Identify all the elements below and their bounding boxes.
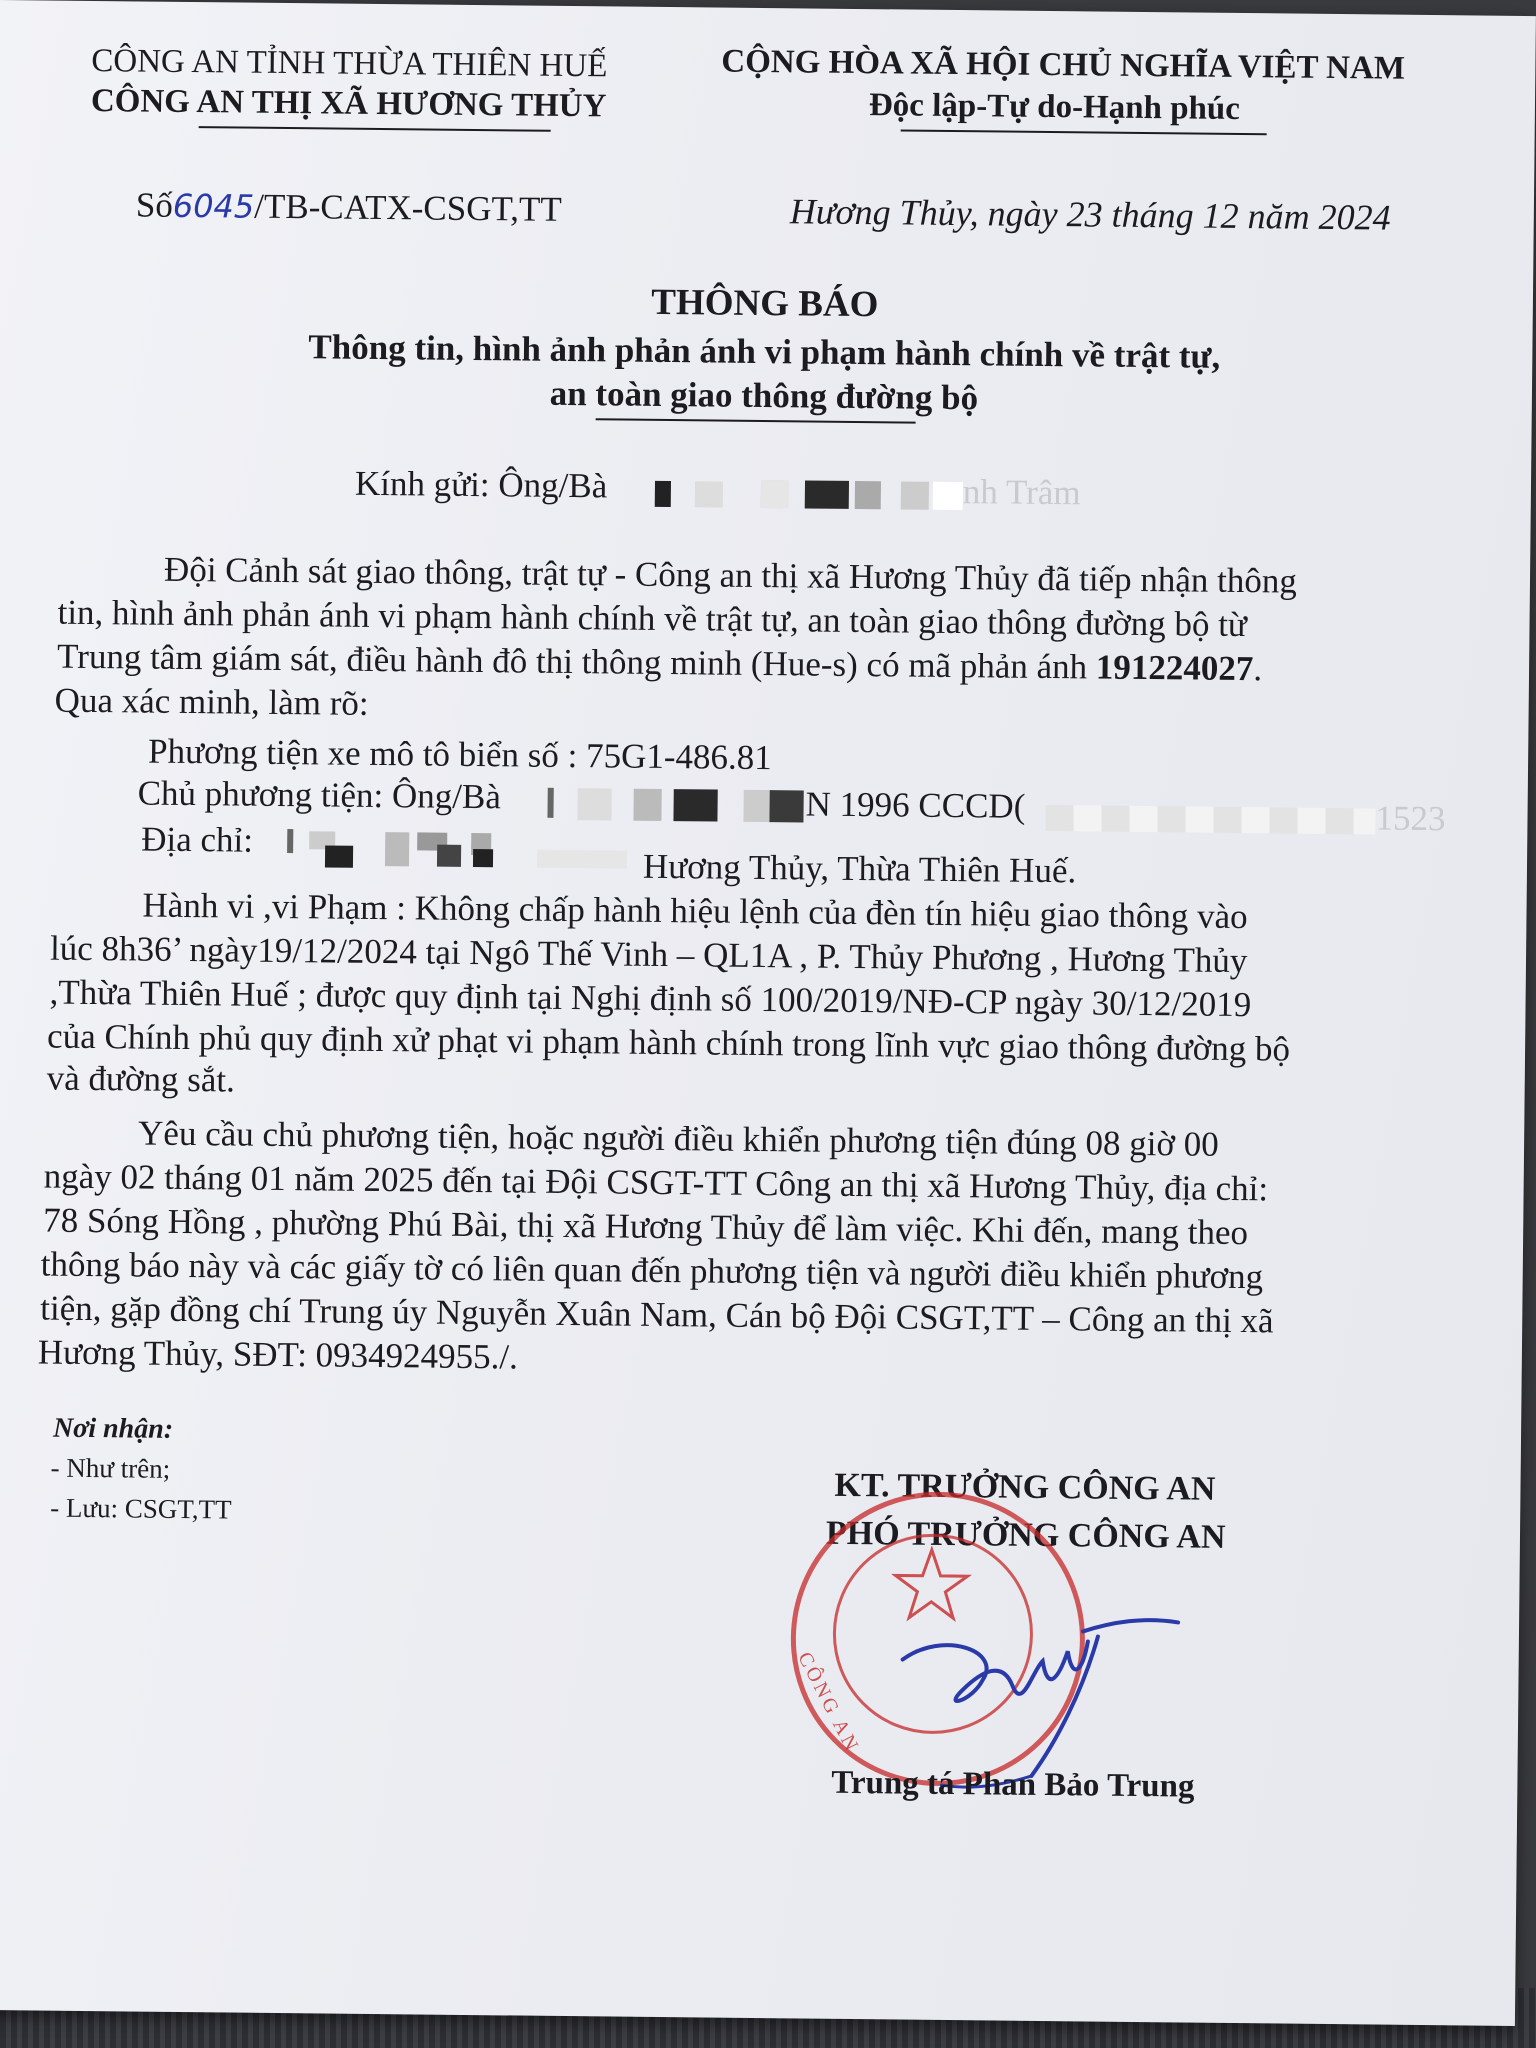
redacted-id (1045, 801, 1375, 838)
doc-number-suffix: /TB-CATX-CSGT,TT (254, 186, 562, 229)
document-title: THÔNG BÁO (651, 281, 879, 326)
request-line1: Yêu cầu chủ phương tiện, hoặc người điều khiển phương tiện đúng 08 giờ 00 (137, 1113, 1219, 1164)
signature-title-2: PHÓ TRƯỞNG CÔNG AN (825, 1514, 1226, 1556)
doc-number-handwritten: 6045 (172, 186, 255, 226)
p1-line1: Đội Cảnh sát giao thông, trật tự - Công an thị xã Hương Thủy đã tiếp nhận thông (163, 549, 1298, 601)
violation-line5: và đường sắt. (46, 1058, 236, 1100)
redacted-name (655, 475, 975, 518)
agency-line1: CÔNG AN TỈNH THỪA THIÊN HUẾ (91, 42, 608, 85)
request-line2: ngày 02 tháng 01 năm 2025 đến tại Đội CSGT-TT Công an thị xã Hương Thủy, địa chỉ: (43, 1156, 1269, 1209)
redacted-owner (547, 788, 807, 827)
p1-line3-end: . (1253, 649, 1263, 689)
agency-underline (199, 126, 551, 132)
vehicle-line: Phương tiện xe mô tô biển số : 75G1-486.81 (147, 731, 773, 778)
recipients-item-1: - Như trên; (50, 1452, 171, 1484)
doc-number (136, 185, 562, 229)
address-visible: Hương Thủy, Thừa Thiên Huế. (642, 846, 1077, 891)
address-label: Địa chỉ: (141, 819, 254, 860)
violation-line2: lúc 8h36’ ngày19/12/2024 tại Ngô Thế Vinh – QL1A , P. Thủy Phương , Hương Thủy (49, 928, 1248, 981)
violation-line1: Hành vi ,vi Phạm : Không chấp hành hiệu lệnh của đèn tín hiệu giao thông vào (142, 885, 1248, 937)
request-line4: thông báo này và các giấy tờ có liên quan đến phương tiện và người điều khiển phương (40, 1244, 1264, 1297)
p1-line4: Qua xác minh, làm rõ: (54, 680, 369, 723)
agency-line2: CÔNG AN THỊ XÃ HƯƠNG THỦY (90, 82, 607, 125)
recipients-item-2: - Lưu: CSGT,TT (50, 1492, 232, 1525)
nation-line1: CỘNG HÒA XÃ HỘI CHỦ NGHĨA VIỆT NAM (721, 43, 1406, 87)
recipient-label: Kính gửi: Ông/Bà (354, 463, 608, 506)
signature-title-1: KT. TRƯỞNG CÔNG AN (834, 1466, 1216, 1508)
recipient-name-tail: nh Trâm (962, 472, 1081, 513)
request-line3: 78 Sóng Hồng , phường Phú Bài, thị xã Hương Thủy để làm việc. Khi đến, mang theo (43, 1200, 1249, 1253)
handwritten-signature (881, 1589, 1203, 1792)
request-line6: Hương Thủy, SĐT: 0934924955./. (37, 1332, 519, 1377)
p1-line3-text: Trung tâm giám sát, điều hành đô thị thông minh (Hue-s) có mã phản ánh (56, 636, 1097, 687)
doc-number-prefix: Số (135, 185, 174, 225)
recipients-title: Nơi nhận: (52, 1412, 174, 1445)
owner-label: Chủ phương tiện: Ông/Bà (137, 773, 502, 817)
document-subtitle-2: an toàn giao thông đường bộ (549, 373, 979, 418)
request-line5: tiện, gặp đồng chí Trung úy Nguyễn Xuân Nam, Cán bộ Đội CSGT,TT – Công an thị xã (40, 1288, 1274, 1341)
p1-line3 (57, 637, 1262, 690)
nation-underline (901, 129, 1267, 135)
owner-visible: N 1996 CCCD( (805, 784, 1026, 826)
nation-line2: Độc lập-Tự do-Hạnh phúc (868, 87, 1241, 127)
redacted-address (287, 829, 637, 873)
title-underline (596, 418, 916, 423)
report-code: 191224027 (1095, 647, 1254, 689)
document-subtitle-1: Thông tin, hình ảnh phản ánh vi phạm hành chính về trật tự, (308, 327, 1221, 376)
violation-line4: của Chính phủ quy định xử phạt vi phạm hành chính trong lĩnh vực giao thông đường bộ (46, 1016, 1291, 1069)
signer-name: Trung tá Phan Bảo Trung (831, 1764, 1195, 1805)
p1-line2: tin, hình ảnh phản ánh vi phạm hành chính về trật tự, an toàn giao thông đường bộ từ (57, 592, 1248, 645)
violation-line3: ,Thừa Thiên Huế ; được quy định tại Nghị định số 100/2019/NĐ-CP ngày 30/12/2019 (49, 972, 1252, 1025)
stamp-text: CÔNG AN (793, 1648, 864, 1757)
date-line: Hương Thủy, ngày 23 tháng 12 năm 2024 (789, 191, 1391, 238)
owner-id-tail: 1523 (1375, 798, 1446, 839)
